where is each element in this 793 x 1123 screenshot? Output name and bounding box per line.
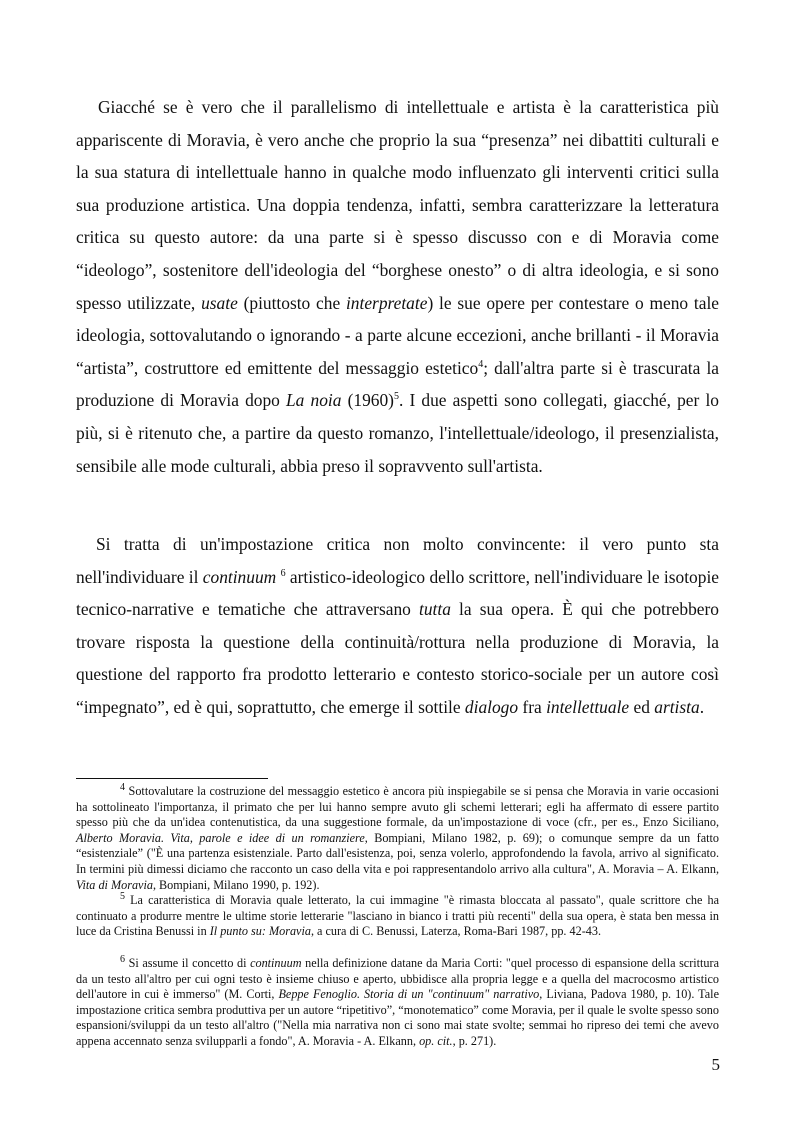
text-run: , a cura di C. Benussi, Laterza, Roma-Bari 1987, pp. 42-43. — [310, 924, 601, 939]
footnote-6 — [76, 953, 719, 1050]
text-run: la sua opera. È qui che potrebbero trovare risposta la questione della continuità/rottura nella produzione di Moravia, la questione del rapporto fra prodotto letterario e contesto storico-sociale per un autore così “impegnato”, ed è qui, soprattutto, che emerge il sottile — [76, 599, 719, 717]
italic-title: Il punto su: Moravia — [209, 924, 311, 939]
text-run: La caratteristica di Moravia quale letterato, la cui immagine "è rimasta bloccata al passato", quale scrittore che ha continuato a produrre mentre le ultime storie letterarie "lasciano in bianco i tratti più recenti" della sua opera, è stata ben messa in luce da Cristina Benussi in — [76, 893, 719, 939]
page-number: 5 — [711, 1055, 720, 1074]
text-run: (1960) — [341, 390, 394, 411]
footnote-ref-6[interactable]: 6 — [280, 567, 286, 579]
footnote-number: 6 — [120, 953, 125, 965]
text-run: artistico-ideologico dello scrittore, nell'individuare le isotopie tecnico-narrative e tematiche che attraversano — [76, 566, 719, 620]
italic-title: Beppe Fenoglio. Storia di un "continuum" narrativo — [278, 987, 540, 1002]
text-run: Sottovalutare la costruzione del messaggio estetico è ancora più inspiegabile se si pensa che Moravia in varie occasioni ha sottolineato l'importanza, il primato che per lui hanno sempre avuto gli schemi letterari; egli ha affermato di essere partito spesso più che da un'idea contenutistica, da una suggestione formale, da un'impostazione di voce (cfr., per es., Enzo Siciliano, — [76, 784, 719, 830]
italic-title-la-noia: La noia — [286, 390, 342, 411]
italic-term-tutta: tutta — [419, 599, 451, 620]
footnote-5 — [76, 890, 719, 940]
text-run: nella definizione datane da Maria Corti: "quel processo di espansione della scrittura da un testo all'altro per cui ogni testo è insieme chiuso e aperto, ubbidisce alla propria legge e a quella del macrocosmo artistico dell'autore in cui è immerso" (M. Corti, — [76, 956, 719, 1002]
italic-term-artista: artista — [654, 696, 700, 717]
footnote-ref-4[interactable]: 4 — [478, 358, 484, 370]
text-run: . — [699, 696, 705, 717]
text-run: fra — [518, 696, 547, 717]
text-run: , p. 271). — [452, 1033, 497, 1048]
text-run: , Bompiani, Milano 1990, p. 192). — [152, 877, 320, 892]
italic-term: op. cit. — [419, 1033, 453, 1048]
text-run: Si assume il concetto di — [125, 956, 251, 970]
italic-term: continuum — [250, 956, 302, 970]
text-run: ) le sue opere per contestare o meno tale ideologia, sottovalutando o ignorando - a parte alcune eccezioni, anche brillanti - il Moravia “artista”, costruttore ed emittente del messaggio estetico — [76, 292, 720, 378]
footnote-number: 4 — [120, 781, 125, 793]
body-paragraph-1 — [76, 91, 719, 482]
text-run: , Bompiani, Milano 1982, p. 69); o comunque sempre da un fatto “esistenziale” ("È una partenza esistenziale. Parto dall'esistenza, poi, senza volerlo, approfondendo la favola, arrivo al significato. In termini più dimessi diciamo che racconto un caso della vita e poi rappresentandolo arrivo alla cultura", A. Moravia – A. Elkann, — [76, 830, 719, 876]
italic-term-interpretate: interpretate — [345, 292, 428, 313]
italic-term-intellettuale: intellettuale — [546, 696, 630, 717]
italic-title: Alberto Moravia. Vita, parole e idee di un romanziere — [76, 830, 365, 845]
text-run: ; dall'altra parte si è trascurata la produzione di Moravia dopo — [76, 357, 719, 411]
text-run: ed — [629, 696, 655, 717]
text-run: . I due aspetti sono collegati, giacché, per lo più, si è ritenuto che, a partire da questo romanzo, l'intellettuale/ideologo, il presenzialista, sensibile alle mode culturali, abbia preso il sopravvento sull'artista. — [76, 390, 719, 476]
italic-term-dialogo: dialogo — [464, 696, 519, 717]
footnote-ref-5[interactable]: 5 — [393, 391, 399, 403]
text-run: Si tratta di un'impostazione critica non molto convincente: il vero punto sta nell'individuare il — [76, 534, 719, 587]
italic-term-usate: usate — [201, 292, 238, 313]
italic-title: Vita di Moravia — [76, 877, 153, 892]
footnote-4 — [76, 781, 719, 893]
text-run: Giacché se è vero che il parallelismo di intellettuale e artista è la caratteristica più appariscente di Moravia, è vero anche che proprio la sua “presenza” nei dibattiti culturali e la sua statura di intellettuale hanno in qualche modo influenzato gli interventi critici sulla sua produzione artistica. Una doppia tendenza, infatti, sembra caratterizzare la letteratura critica su questo autore: da una parte si è spesso discusso con e di Moravia come “ideologo”, sostenitore dell'ideologia del “borghese onesto” o di altra ideologia, e si sono spesso utilizzate, — [76, 97, 719, 313]
footnote-separator — [76, 778, 268, 779]
body-paragraph-2 — [76, 528, 719, 724]
text-run: (piuttosto che — [237, 292, 346, 313]
footnote-number: 5 — [120, 890, 125, 902]
italic-term-continuum: continuum — [202, 566, 277, 587]
text-run: , Liviana, Padova 1980, p. 10). Tale impostazione critica sembra produttiva per un autore “ripetitivo”, “monotematico” come Moravia, per il quale le svolte spesso sono espansioni/sviluppi da un testo all'altro ("Nella mia narrativa non ci sono mai state svolte; semmai ho ripreso dei temi che avevo appena accennato senza svilupparli a fondo", A. Moravia - A. Elkann, — [76, 987, 719, 1048]
